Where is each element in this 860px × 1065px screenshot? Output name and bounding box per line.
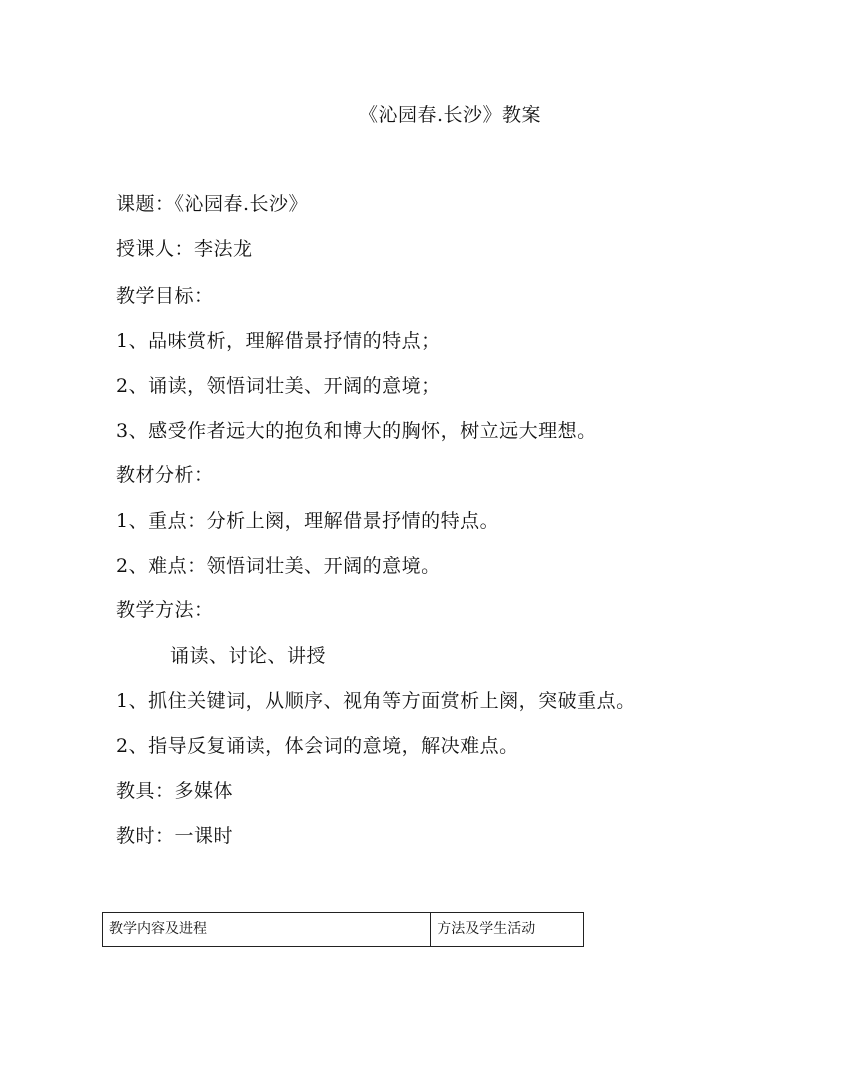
section-heading-objectives: 教学目标： (116, 285, 214, 307)
method-item: 2、指导反复诵读，体会词的意境，解决难点。 (116, 735, 519, 757)
lesson-progress-table (102, 912, 584, 947)
objective-item: 2、诵读，领悟词壮美、开阔的意境； (116, 375, 441, 397)
table-header-cell: 教学内容及进程 (103, 913, 431, 947)
teacher-name: 授课人：李法龙 (116, 238, 253, 260)
objective-item: 1、品味赏析，理解借景抒情的特点； (116, 330, 441, 352)
method-item: 1、抓住关键词，从顺序、视角等方面赏析上阕，突破重点。 (116, 690, 636, 712)
objective-item: 3、感受作者远大的抱负和博大的胸怀，树立远大理想。 (116, 420, 597, 442)
table-header-row (103, 913, 584, 947)
document-title: 《沁园春.长沙》教案 (358, 104, 542, 126)
teaching-aids: 教具：多媒体 (116, 780, 234, 802)
analysis-item: 1、重点：分析上阕，理解借景抒情的特点。 (116, 510, 500, 532)
class-hours: 教时：一课时 (116, 825, 234, 847)
section-heading-analysis: 教材分析： (116, 464, 214, 486)
table-header-cell: 方法及学生活动 (431, 913, 584, 947)
methods-summary: 诵读、讨论、讲授 (170, 645, 327, 667)
section-heading-methods: 教学方法： (116, 599, 214, 621)
lesson-topic: 课题：《沁园春.长沙》 (116, 193, 309, 215)
analysis-item: 2、难点：领悟词壮美、开阔的意境。 (116, 555, 441, 577)
